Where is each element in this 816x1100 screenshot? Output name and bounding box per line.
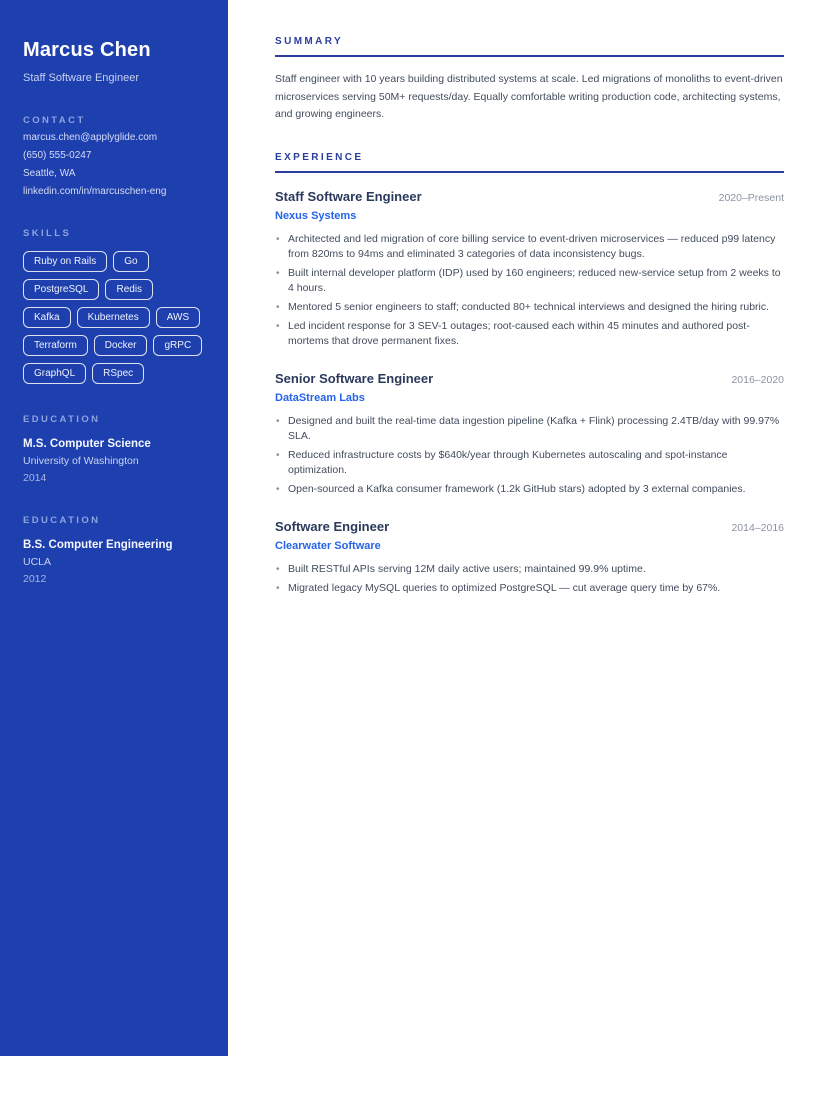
job-bullet: • Migrated legacy MySQL queries to optimized PostgreSQL — cut average query time by 67%. <box>275 581 784 596</box>
skill-tag: Ruby on Rails <box>23 251 107 272</box>
company-name: Clearwater Software <box>275 539 381 552</box>
job-entry <box>275 189 784 349</box>
skills-tag-list <box>23 251 206 384</box>
job-bullet: • Led incident response for 3 SEV-1 outages; root-caused each within 45 minutes and authored post-mortems that drove permanent fixes. <box>275 319 784 349</box>
skill-tag: Kubernetes <box>77 307 150 328</box>
skill-tag: Terraform <box>23 335 88 356</box>
education-school: UCLA <box>23 556 52 568</box>
summary-text: Staff engineer with 10 years building distributed systems at scale. Led migrations of monoliths to event-driven microservices serving 50M+ requests/day. Equally comfortable writing production code, architecting systems, and growing engineers. <box>275 73 783 120</box>
education-heading: EDUCATION <box>23 515 101 526</box>
job-header <box>275 519 784 535</box>
education-block <box>23 414 206 485</box>
skill-tag: Kafka <box>23 307 71 328</box>
skill-tag: AWS <box>156 307 200 328</box>
job-header <box>275 189 784 205</box>
job-bullet: • Mentored 5 senior engineers to staff; conducted 80+ technical interviews and designed the hiring rubric. <box>275 300 784 315</box>
job-bullet: • Designed and built the real-time data ingestion pipeline (Kafka + Flink) processing 2.4TB/day with 99.97% SLA. <box>275 414 784 444</box>
job-header <box>275 371 784 387</box>
job-title: Staff Software Engineer <box>275 188 422 204</box>
skill-tag: PostgreSQL <box>23 279 99 300</box>
contact-location: Seattle, WA <box>23 168 76 179</box>
experience-section <box>275 152 784 596</box>
skill-tag: Redis <box>105 279 153 300</box>
job-bullet-list <box>275 414 784 497</box>
job-entry <box>275 519 784 596</box>
candidate-name: Marcus Chen <box>23 39 151 61</box>
education-heading: EDUCATION <box>23 414 101 425</box>
job-bullet: • Built internal developer platform (IDP) used by 160 engineers; reduced new-service setup from 2 weeks to 4 hours. <box>275 266 784 296</box>
education-year: 2014 <box>23 472 47 484</box>
job-bullet: • Open-sourced a Kafka consumer framework (1.2k GitHub stars) adopted by 3 external companies. <box>275 482 784 497</box>
sidebar <box>0 0 228 1056</box>
contact-email: marcus.chen@applyglide.com <box>23 132 158 143</box>
company-name: Nexus Systems <box>275 209 357 222</box>
job-bullet: • Built RESTful APIs serving 12M daily active users; maintained 99.9% uptime. <box>275 562 784 577</box>
candidate-title: Staff Software Engineer <box>23 72 139 84</box>
company-name: DataStream Labs <box>275 391 365 404</box>
contact-heading: CONTACT <box>23 115 86 126</box>
job-bullet: • Reduced infrastructure costs by $640k/year through Kubernetes autoscaling and spot-instance optimization. <box>275 448 784 478</box>
skill-tag: GraphQL <box>23 363 86 384</box>
education-block <box>23 515 206 586</box>
main-content <box>228 0 816 600</box>
job-dates: 2016–2020 <box>731 373 784 386</box>
skill-tag: Docker <box>94 335 148 356</box>
education-year: 2012 <box>23 573 47 585</box>
education-degree: M.S. Computer Science <box>23 438 151 450</box>
experience-heading: EXPERIENCE <box>275 152 784 173</box>
job-title: Software Engineer <box>275 518 390 534</box>
job-dates: 2014–2016 <box>731 521 784 534</box>
contact-linkedin: linkedin.com/in/marcuschen-eng <box>23 186 167 197</box>
summary-section <box>275 36 784 124</box>
job-dates: 2020–Present <box>718 191 784 204</box>
education-school: University of Washington <box>23 455 139 467</box>
skills-heading: SKILLS <box>23 228 72 239</box>
summary-heading: SUMMARY <box>275 36 784 57</box>
contact-phone: (650) 555-0247 <box>23 150 92 161</box>
job-entry <box>275 371 784 497</box>
skill-tag: RSpec <box>92 363 144 384</box>
job-bullet: • Architected and led migration of core billing service to event-driven microservices — reduced p99 latency from 820ms to 94ms and eliminated 3 categories of data inconsistency bugs. <box>275 232 784 262</box>
skill-tag: Go <box>113 251 148 272</box>
job-bullet-list <box>275 562 784 596</box>
job-title: Senior Software Engineer <box>275 370 434 386</box>
education-degree: B.S. Computer Engineering <box>23 539 173 551</box>
skill-tag: gRPC <box>153 335 202 356</box>
job-bullet-list <box>275 232 784 349</box>
